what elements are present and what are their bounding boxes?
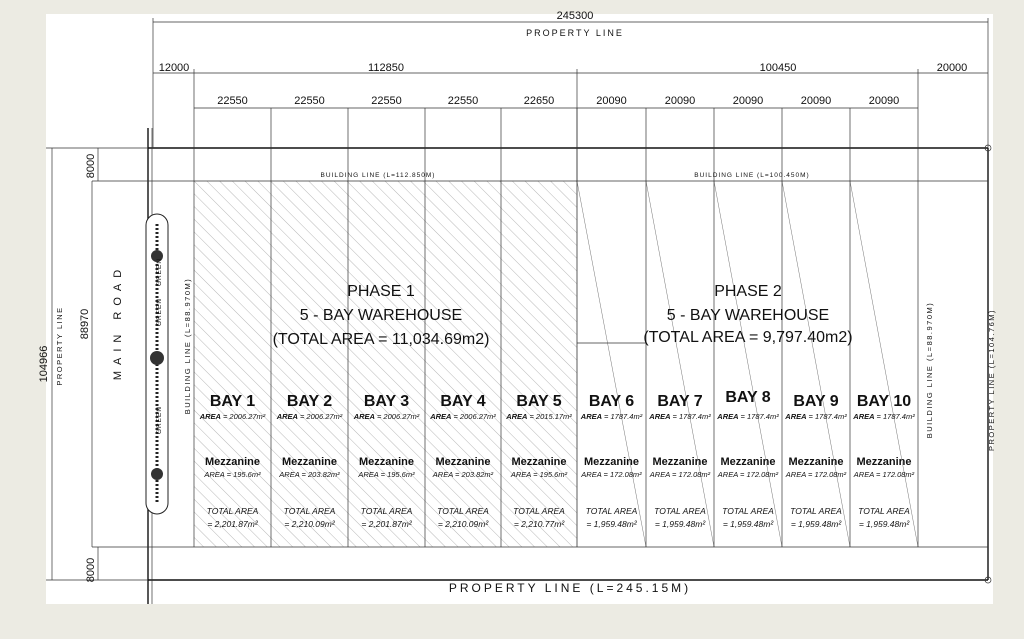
bay-area xyxy=(852,412,915,421)
bay-width-dim: 20090 xyxy=(732,95,764,107)
bay-name: BAY 8 xyxy=(725,389,771,406)
mezzanine-area: AREA = 172.08m² xyxy=(853,470,915,479)
bay-area-label: AREA xyxy=(853,412,875,421)
total-area-value: = 1,959.48m² xyxy=(586,519,637,529)
total-area-label: TOTAL AREA xyxy=(790,506,842,516)
green-label: GREEN xyxy=(156,257,163,287)
bay-name: BAY 1 xyxy=(209,393,256,410)
bay-area-value: = 1787.4m² xyxy=(876,412,915,421)
bottom-setback-dim: 8000 xyxy=(85,557,97,583)
mezzanine-area: AREA = 172.08m² xyxy=(717,470,779,479)
total-area-label: TOTAL AREA xyxy=(283,506,336,516)
total-area-value: = 2,201.87m² xyxy=(207,519,258,529)
mezzanine-area: AREA = 172.08m² xyxy=(649,470,711,479)
phase1-line2: 5 - BAY WAREHOUSE xyxy=(299,307,463,324)
building-line-p2-label: BUILDING LINE (L=100.450M) xyxy=(694,172,810,179)
bay-name: BAY 7 xyxy=(657,393,703,410)
bay-area xyxy=(580,412,643,421)
phase2-width-dim: 100450 xyxy=(759,62,797,74)
bay-area-value: = 2006.27m² xyxy=(453,412,496,421)
bay-5 xyxy=(505,393,572,529)
property-line-left-label: PROPERTY LINE xyxy=(55,306,64,386)
phase1-line1: PHASE 1 xyxy=(347,283,415,300)
mezzanine-area: AREA = 195.6m² xyxy=(510,470,568,479)
bay-area xyxy=(505,412,572,421)
mezzanine-area: AREA = 195.6m² xyxy=(204,470,261,479)
total-area-label: TOTAL AREA xyxy=(722,506,774,516)
phase2-line1: PHASE 2 xyxy=(714,283,782,300)
bay-area xyxy=(199,412,266,421)
bay-9 xyxy=(784,393,847,529)
left-setback-dim: 12000 xyxy=(158,62,190,74)
bay-area-label: AREA xyxy=(717,412,739,421)
bay-width-dim: 22550 xyxy=(294,95,325,107)
mezzanine-label: Mezzanine xyxy=(652,456,708,468)
bay-area xyxy=(784,412,847,421)
building-depth-dim: 88970 xyxy=(79,308,91,340)
bay-width-dim: 22650 xyxy=(523,95,555,107)
bay-width-dim: 20090 xyxy=(868,95,900,107)
bay-area-value: = 1787.4m² xyxy=(740,412,779,421)
mezzanine-area: AREA = 172.08m² xyxy=(785,470,847,479)
total-area-value: = 1,959.48m² xyxy=(790,519,842,529)
total-area-value: = 2,210.09m² xyxy=(284,519,335,529)
overall-width-dim: 245300 xyxy=(556,10,594,22)
total-area-value: = 2,201.87m² xyxy=(361,519,412,529)
mezzanine-label: Mezzanine xyxy=(583,456,640,468)
bay-4 xyxy=(429,393,496,529)
bay-name: BAY 3 xyxy=(363,393,410,410)
property-line-right-label: PROPERTY LINE (L=104.76M) xyxy=(987,308,996,452)
phase1-line3: (TOTAL AREA = 11,034.69m2) xyxy=(272,331,490,348)
total-area-label: TOTAL AREA xyxy=(360,506,413,516)
phase1-width-dim: 112850 xyxy=(368,62,404,74)
total-area-value: = 1,959.48m² xyxy=(722,519,774,529)
bay-area-label: AREA xyxy=(199,412,221,421)
bay-name: BAY 10 xyxy=(856,393,912,410)
total-area-label: TOTAL AREA xyxy=(654,506,706,516)
bay-7 xyxy=(648,393,711,529)
mezzanine-label: Mezzanine xyxy=(788,456,844,468)
bay-10 xyxy=(852,393,915,529)
green-label: GREEN xyxy=(156,297,163,327)
bay-name: BAY 9 xyxy=(793,393,839,410)
bay-name: BAY 4 xyxy=(440,393,486,410)
mezzanine-area: AREA = 195.6m² xyxy=(358,470,415,479)
phase1-hatch xyxy=(194,181,577,547)
top-setback-dim: 8000 xyxy=(85,153,97,179)
bay-area-value: = 2006.27m² xyxy=(376,412,420,421)
bay-area xyxy=(276,412,343,421)
bay-area xyxy=(648,412,711,421)
bay-6 xyxy=(580,393,643,529)
total-area-value: = 2,210.09m² xyxy=(437,519,489,529)
total-depth-dim: 104966 xyxy=(38,345,50,383)
mezzanine-label: Mezzanine xyxy=(281,456,338,468)
mezzanine-label: Mezzanine xyxy=(358,456,415,468)
bay-area-value: = 1787.4m² xyxy=(604,412,643,421)
bay-2 xyxy=(276,393,343,529)
bay-area-label: AREA xyxy=(506,412,528,421)
mezzanine-label: Mezzanine xyxy=(511,456,567,468)
right-setback-dim: 20000 xyxy=(936,62,968,74)
bay-area-label: AREA xyxy=(276,412,298,421)
mezzanine-area: AREA = 172.08m² xyxy=(581,470,642,479)
bay-width-dim: 20090 xyxy=(800,95,832,107)
bay-area-label: AREA xyxy=(580,412,603,421)
building-line-p1-label: BUILDING LINE (L=112.850M) xyxy=(320,172,436,179)
bay-area-value: = 2015.17m² xyxy=(529,412,572,421)
total-area-label: TOTAL AREA xyxy=(585,506,638,516)
total-area-value: = 2,210.77m² xyxy=(513,519,565,529)
bay-area-label: AREA xyxy=(430,412,452,421)
property-line-top-label: PROPERTY LINE xyxy=(526,28,624,38)
bay-area-value: = 1787.4m² xyxy=(808,412,847,421)
total-area-label: TOTAL AREA xyxy=(437,506,489,516)
bay-area xyxy=(716,412,779,421)
bay-area-label: AREA xyxy=(353,412,375,421)
bay-area-value: = 2006.27m² xyxy=(222,412,266,421)
main-road-label: MAIN ROAD xyxy=(112,263,124,381)
mezzanine-label: Mezzanine xyxy=(435,456,491,468)
bay-area-label: AREA xyxy=(649,412,671,421)
bay-area-label: AREA xyxy=(785,412,807,421)
bay-1 xyxy=(199,393,266,529)
green-label: GREEN xyxy=(156,405,163,435)
bay-name: BAY 5 xyxy=(516,393,562,410)
bay-area xyxy=(429,412,496,421)
bay-area xyxy=(353,412,420,421)
total-area-value: = 1,959.48m² xyxy=(858,519,910,529)
total-area-label: TOTAL AREA xyxy=(513,506,565,516)
phase2-line2: 5 - BAY WAREHOUSE xyxy=(666,307,830,324)
bay-3 xyxy=(353,393,420,529)
bay-width-dim: 22550 xyxy=(371,95,402,107)
building-line-left-label: BUILDING LINE (L=88.970M) xyxy=(183,277,192,415)
total-area-label: TOTAL AREA xyxy=(206,506,259,516)
bay-width-dim: 22550 xyxy=(447,95,479,107)
total-area-label: TOTAL AREA xyxy=(858,506,910,516)
phase2-line3: (TOTAL AREA = 9,797.40m2) xyxy=(643,329,853,346)
bay-name: BAY 6 xyxy=(588,393,635,410)
mezzanine-label: Mezzanine xyxy=(856,456,912,468)
bay-area-value: = 2006.27m² xyxy=(299,412,343,421)
bay-area-value: = 1787.4m² xyxy=(672,412,711,421)
bay-width-dim: 20090 xyxy=(596,95,627,107)
mezzanine-area: AREA = 203.82m² xyxy=(432,470,494,479)
property-line-bottom-label: PROPERTY LINE (L=245.15M) xyxy=(448,581,692,595)
mezzanine-label: Mezzanine xyxy=(720,456,776,468)
building-line-right-label: BUILDING LINE (L=88.970M) xyxy=(925,301,934,439)
mezzanine-label: Mezzanine xyxy=(204,456,261,468)
bay-width-dim: 20090 xyxy=(664,95,696,107)
total-area-value: = 1,959.48m² xyxy=(654,519,706,529)
bay-width-dim: 22550 xyxy=(217,95,248,107)
bay-name: BAY 2 xyxy=(286,393,333,410)
mezzanine-area: AREA = 203.82m² xyxy=(279,470,340,479)
